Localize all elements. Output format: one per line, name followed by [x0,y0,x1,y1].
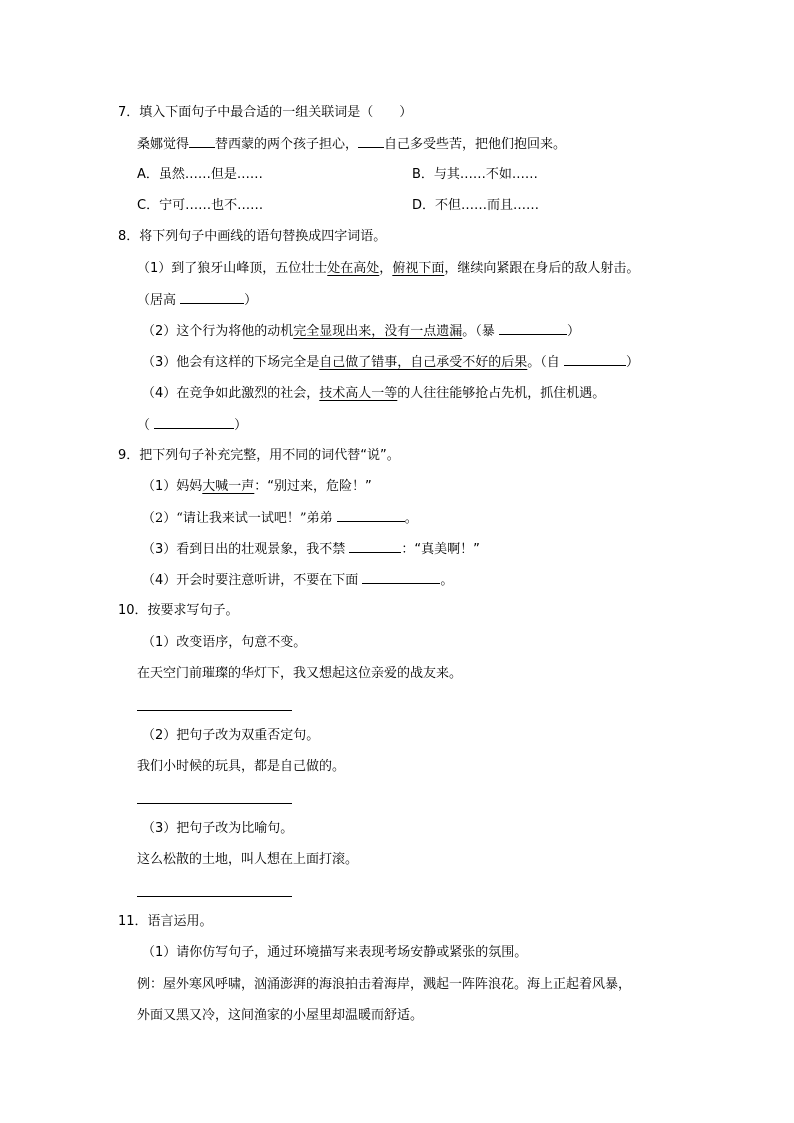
q9-item-2-pre: （2）“请让我来试一试吧！”弟弟 [142,511,333,526]
q8-item-3-pre: （3）他会有这样的下场完全是 [142,355,320,370]
q8-item-2-underline: 完全显现出来，没有一点遗漏 [293,324,463,339]
q8-item-4-answer-pre: （ [137,418,151,433]
q8-item-1-post: ，继续向紧跟在身后的敌人射击。 [444,261,640,276]
q9-item-2-blank[interactable] [337,509,405,522]
q8-item-2-pre: （2）这个行为将他的动机 [142,324,294,339]
q8-item-1-answer-pre: （居高 [137,293,177,308]
q7-sentence-part-a: 桑娜觉得 [137,137,190,152]
q8-item-2-post: 。（暴 [462,324,495,339]
q8-item-4-answer [137,416,247,435]
q8-item-3-end: ） [625,355,639,370]
q10-part-3-instruction: （3）把句子改为比喻句。 [142,821,294,836]
q8-item-4-answer-post: ） [234,418,248,433]
q7-option-a[interactable]: A．虽然……但是…… [137,167,263,182]
q9-item-1-underline: 大喊一声 [202,479,255,494]
q9-item-2 [142,509,418,528]
q9-item-4-pre: （4）开会时要注意听讲，不要在下面 [142,573,359,588]
q9-item-3-post: ：“真美啊！” [401,542,480,557]
q9-item-4 [142,571,453,590]
q10-part-2-answer-line[interactable] [137,803,292,804]
q9-item-2-post: 。 [404,511,418,526]
q8-item-4 [142,385,605,403]
q7-sentence-part-b: 替西蒙的两个孩子担心， [215,137,359,152]
q8-item-4-pre: （4）在竞争如此激烈的社会， [142,386,320,401]
q7-option-c[interactable]: C．宁可……也不…… [137,198,264,213]
q10-part-3-sentence: 这么松散的土地，叫人想在上面打滚。 [137,852,359,867]
q9-item-3-blank[interactable] [349,540,401,553]
q9-item-1-post: ：“别过来，危险！” [254,479,372,494]
q10-part-3-answer-line[interactable] [137,896,292,897]
q8-item-2 [142,322,580,341]
q8-item-1 [137,260,639,278]
q8-item-2-end: ） [566,324,580,339]
q8-item-1-answer [137,291,257,310]
q8-item-4-underline: 技术高人一等 [319,386,398,401]
q10-part-2-sentence: 我们小时候的玩具，都是自己做的。 [137,759,346,774]
q8-item-3-post: 。（自 [527,355,560,370]
q10-title: 10．按要求写句子。 [118,603,239,618]
q8-item-2-blank[interactable] [499,322,567,335]
q11-title: 11．语言运用。 [118,914,213,929]
q11-example-line-2: 外面又黑又冷，这间渔家的小屋里却温暖而舒适。 [137,1008,424,1023]
q8-item-3-blank[interactable] [564,353,626,366]
q9-item-1 [142,478,372,496]
q10-part-1-answer-line[interactable] [137,710,292,711]
q10-part-1-instruction: （1）改变语序，句意不变。 [142,635,307,650]
q7-sentence [137,135,566,154]
q8-item-1-answer-post: ） [244,293,258,308]
q8-item-3 [142,353,639,372]
q11-example-line-1: 例：屋外寒风呼啸，汹涌澎湃的海浪拍击着海岸，溅起一阵阵浪花。海上正起着风暴， [137,977,632,992]
q8-item-1-blank[interactable] [180,291,244,304]
q9-item-1-pre: （1）妈妈 [142,479,203,494]
q7-title: 7．填入下面句子中最合适的一组关联词是（ ） [118,105,413,120]
q9-item-3-pre: （3）看到日出的壮观景象，我不禁 [142,542,346,557]
q10-part-1-sentence: 在天空门前璀璨的华灯下，我又想起这位亲爱的战友来。 [137,666,463,681]
q8-item-1-underline-1: 处在高处 [327,261,380,276]
q8-item-4-blank[interactable] [154,416,234,429]
q7-option-d[interactable]: D．不但……而且…… [412,198,540,213]
q7-blank-2[interactable] [358,135,384,148]
q8-item-1-underline-2: 俯视下面 [392,261,445,276]
q8-item-1-mid: ， [379,261,393,276]
q8-item-4-post: 的人往往能够抢占先机，抓住机遇。 [397,386,606,401]
q9-item-4-post: 。 [440,573,454,588]
q8-item-3-underline: 自己做了错事，自己承受不好的后果 [319,355,528,370]
q7-sentence-part-c: 自己多受些苦，把他们抱回来。 [384,137,567,152]
q10-part-2-instruction: （2）把句子改为双重否定句。 [142,728,320,743]
q9-title: 9．把下列句子补充完整，用不同的词代替“说”。 [118,448,400,463]
q7-option-b[interactable]: B．与其……不如…… [412,167,538,182]
q11-part-1-instruction: （1）请你仿写句子，通过环境描写来表现考场安静或紧张的氛围。 [142,945,528,960]
q7-blank-1[interactable] [189,135,215,148]
q9-item-4-blank[interactable] [362,571,440,584]
q8-title: 8．将下列句子中画线的语句替换成四字词语。 [118,229,387,244]
q8-item-1-pre: （1）到了狼牙山峰顶，五位壮士 [137,261,328,276]
q9-item-3 [142,540,480,559]
